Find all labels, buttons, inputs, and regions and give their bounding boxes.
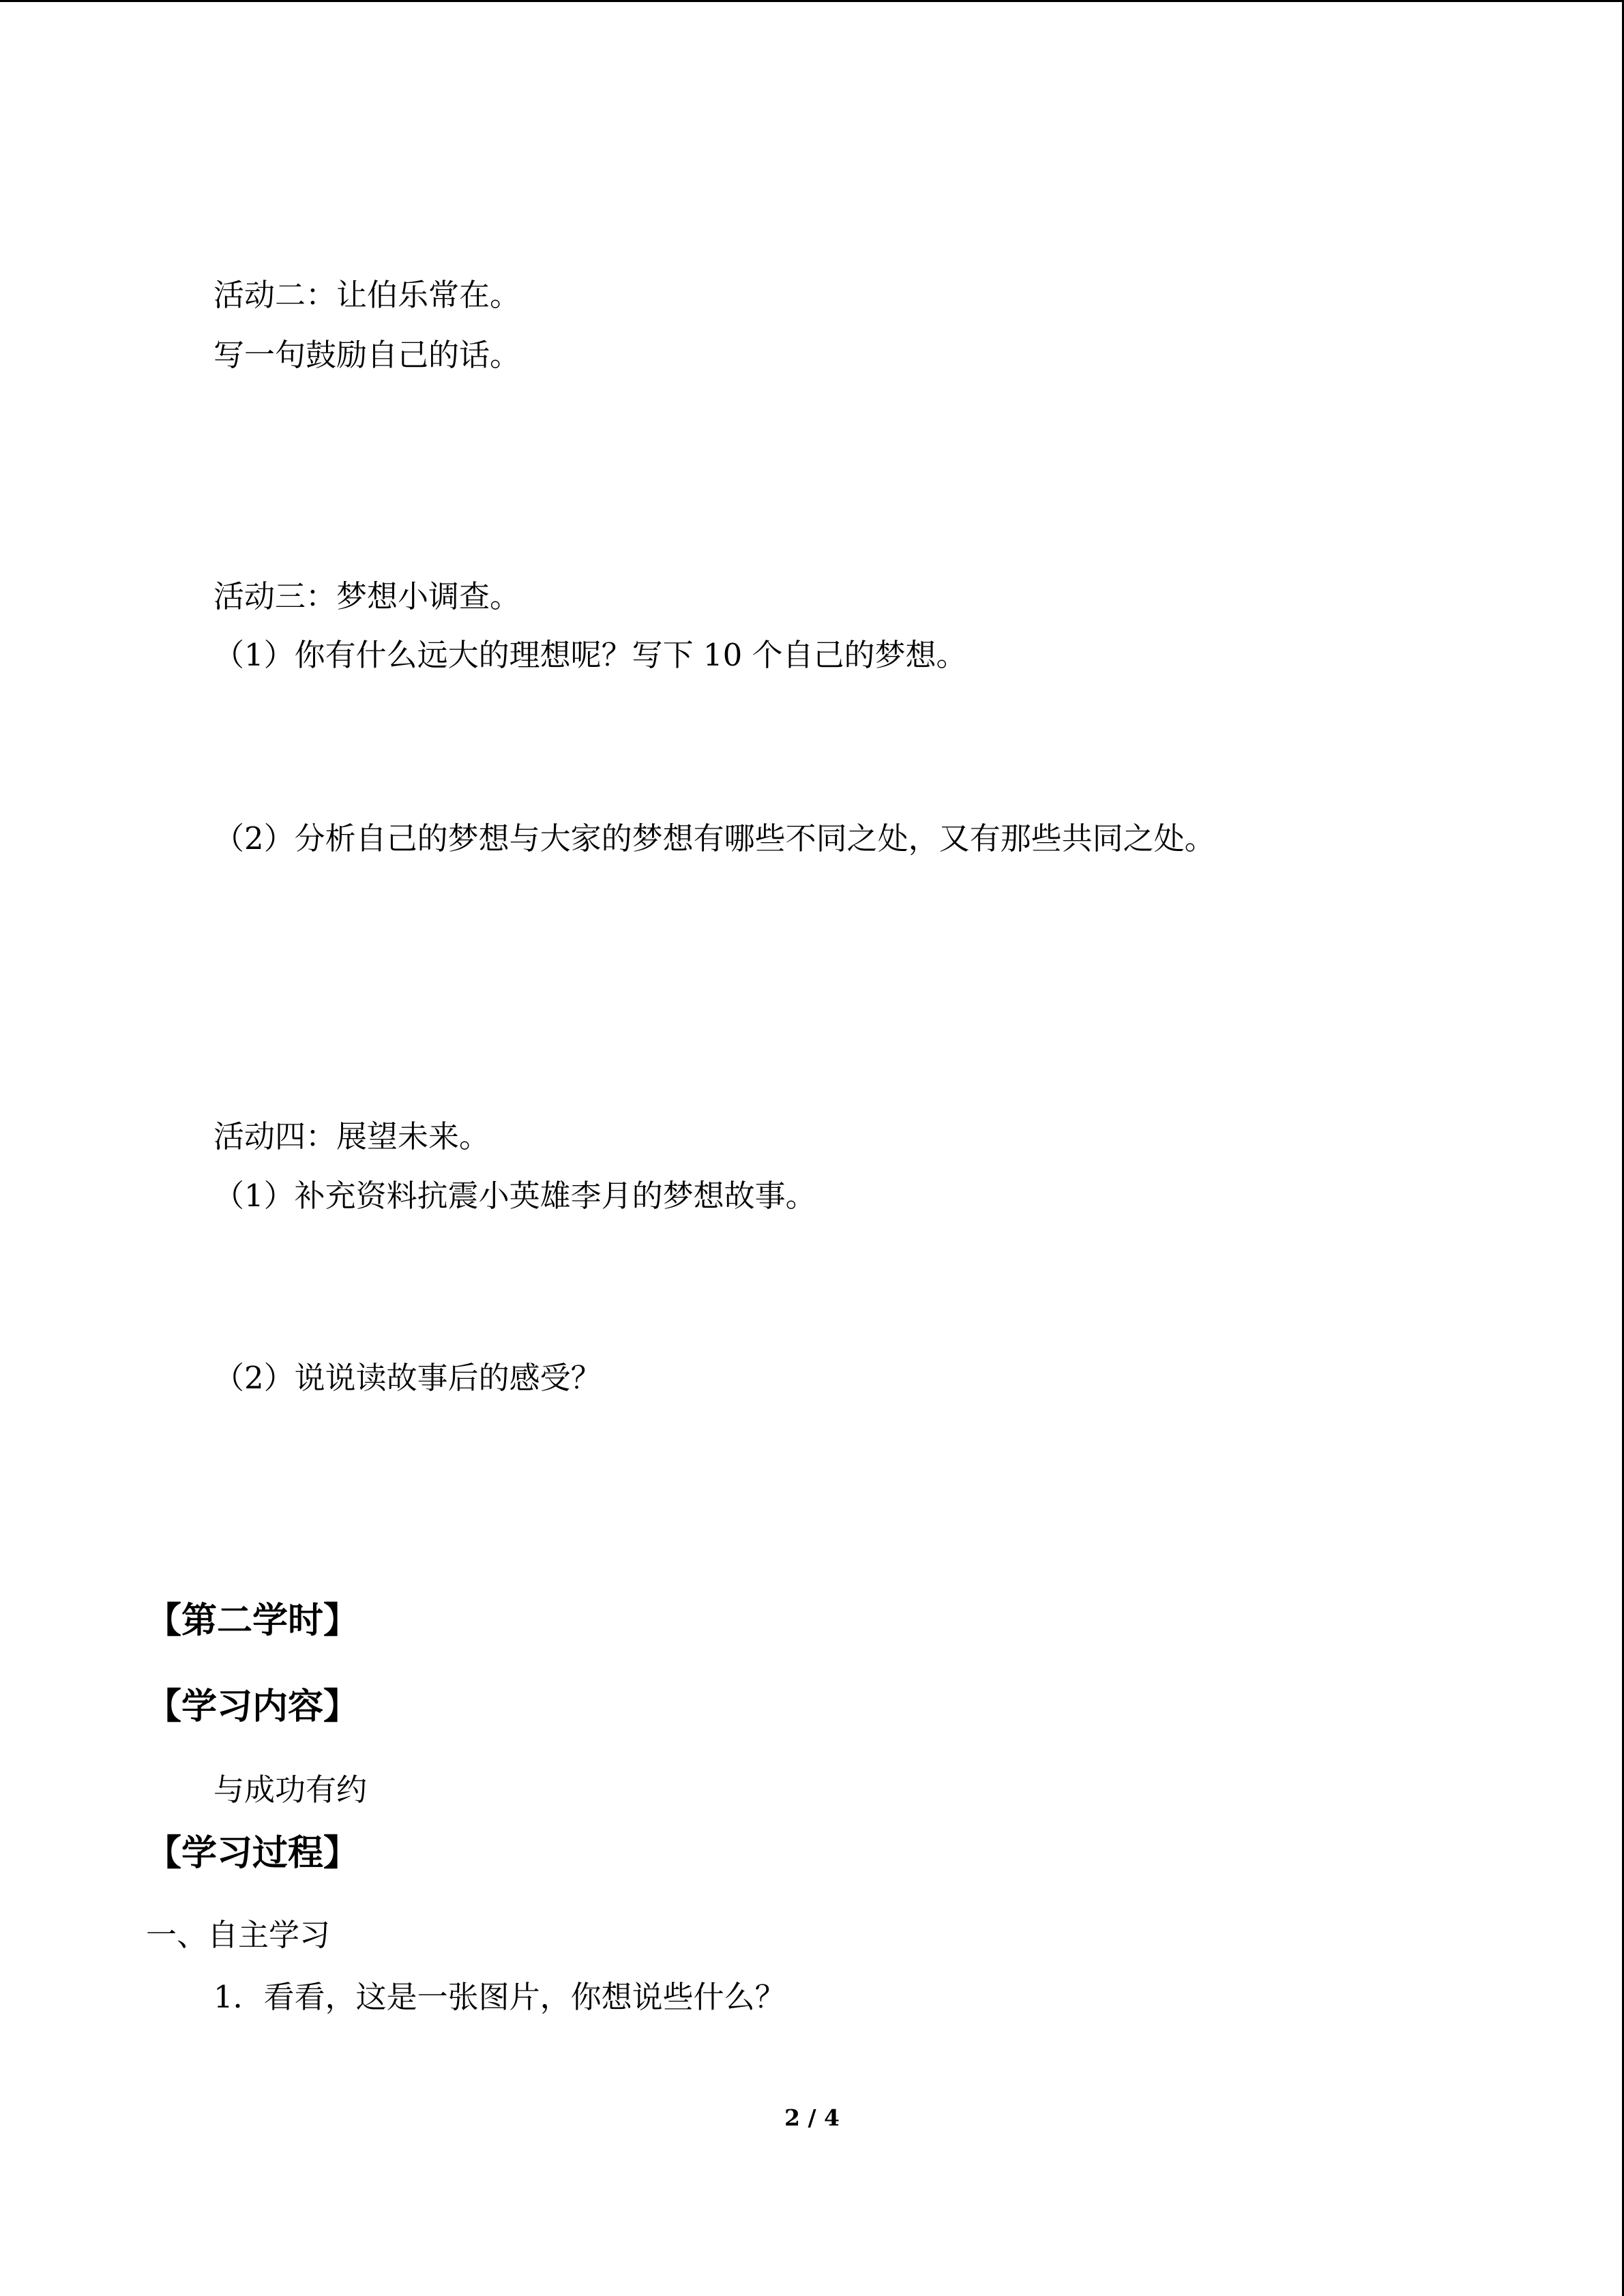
lesson2-heading: 【第二学时】 [146,1600,359,1641]
activity2-title: 活动二：让伯乐常在。 [213,277,521,313]
page-number: 2 / 4 [784,2104,840,2131]
process-heading: 【学习过程】 [146,1832,359,1874]
activity2-task: 写一句鼓励自己的话。 [213,337,521,373]
activity3-question1: （1）你有什么远大的理想呢？写下 10 个自己的梦想。 [213,637,967,673]
content-heading: 【学习内容】 [146,1686,359,1727]
activity3-question2: （2）分析自己的梦想与大家的梦想有哪些不同之处，又有那些共同之处。 [213,820,1215,856]
activity3-title: 活动三：梦想小调查。 [213,578,521,614]
process-section1: 一、自主学习 [146,1917,331,1953]
content-text: 与成功有约 [213,1772,368,1808]
page-top-border [0,0,1624,2]
activity4-question2: （2）说说读故事后的感受？ [213,1360,602,1396]
process-item1: 1．看看，这是一张图片，你想说些什么？ [213,1979,786,2015]
activity4-title: 活动四：展望未来。 [213,1118,490,1154]
activity4-question1: （1）补充资料抗震小英雄李月的梦想故事。 [213,1178,816,1214]
